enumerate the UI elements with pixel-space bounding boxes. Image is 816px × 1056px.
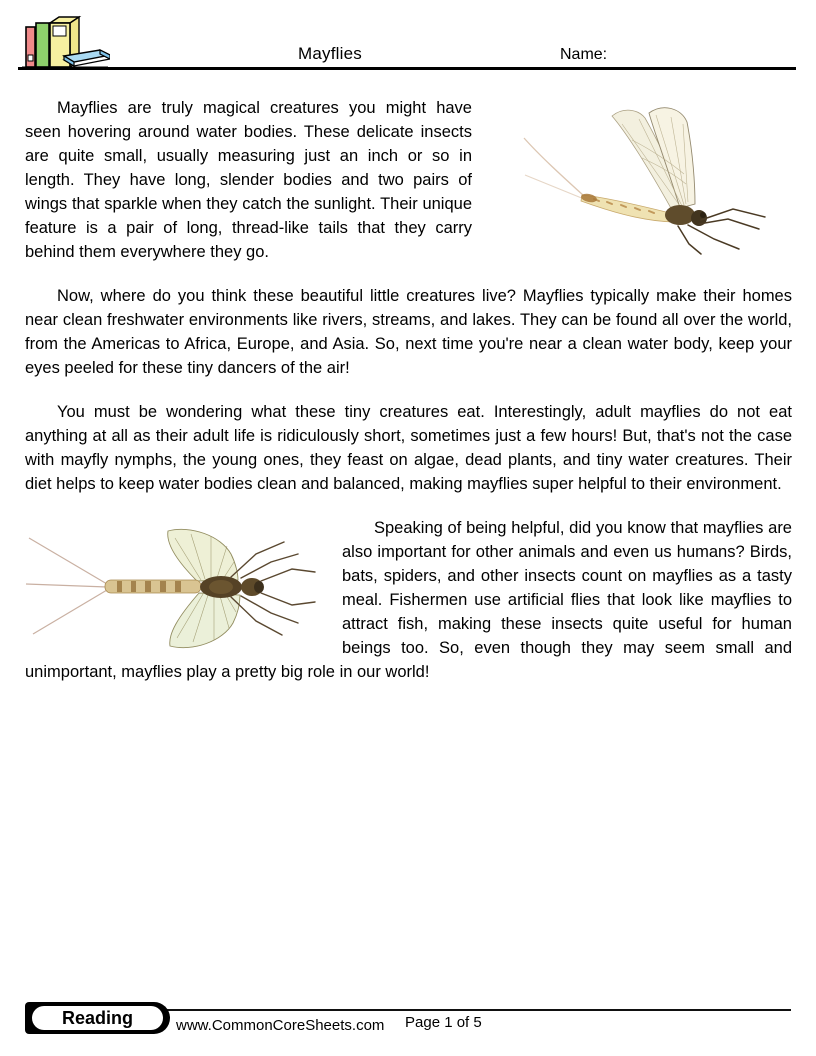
paragraph-1: [25, 96, 792, 264]
name-label: Name:: [560, 46, 608, 63]
mayfly-side-view-photo: [482, 98, 792, 262]
paragraph-2: [25, 284, 792, 380]
category-badge: [25, 1002, 170, 1034]
paragraph-3: [25, 400, 792, 496]
books-logo-icon: [20, 14, 110, 75]
page-header: [0, 0, 816, 70]
header-divider: [18, 67, 796, 70]
paragraph-text: Mayflies are truly magical creatures you might have seen hovering around water bodies. These delicate insects are quite small, usually measuring just an inch or so in length. They have long, slender bodies and two pairs of wings that sparkle when they catch the sunlight. Their unique feature is a pair of long, thread-like tails that they carry behind them everywhere they go.: [25, 99, 472, 261]
page-footer: [0, 994, 816, 1056]
page-title: Mayflies: [298, 44, 362, 63]
paragraph-text: Speaking of being helpful, did you know that mayflies are also important for other animals and even us humans? Birds, bats, spiders, and other insects count on mayflies as a tasty meal. Fishermen use artificial flies that look like mayflies to attract fish, making these insects quite useful for human beings too. So, even though they may seem small and unimportant, mayflies play a pretty big role in our world!: [25, 519, 792, 681]
paragraph-text: You must be wondering what these tiny creatures eat. Interestingly, adult mayflies do not eat anything at all as their adult life is ridiculously short, sometimes just a few hours! But, that's not the case with mayfly nymphs, the young ones, they feast on algae, dead plants, and tiny water creatures. Their diet helps to keep water bodies clean and balanced, making mayflies super helpful to their environment.: [25, 403, 792, 493]
page-indicator: Page 1 of 5: [405, 1014, 482, 1031]
paragraph-text: Now, where do you think these beautiful little creatures live? Mayflies typically make their homes near clean freshwater environments like rivers, streams, and lakes. They can be found all over the world, from the Americas to Africa, Europe, and Asia. So, next time you're near a clean water body, keep your eyes peeled for these tiny dancers of the air!: [25, 287, 792, 377]
reading-passage: [25, 96, 792, 704]
website-url: www.CommonCoreSheets.com: [176, 1017, 385, 1034]
paragraph-4: [25, 516, 792, 684]
category-badge-label: Reading: [32, 1006, 163, 1030]
mayfly-top-view-photo: [25, 524, 330, 654]
